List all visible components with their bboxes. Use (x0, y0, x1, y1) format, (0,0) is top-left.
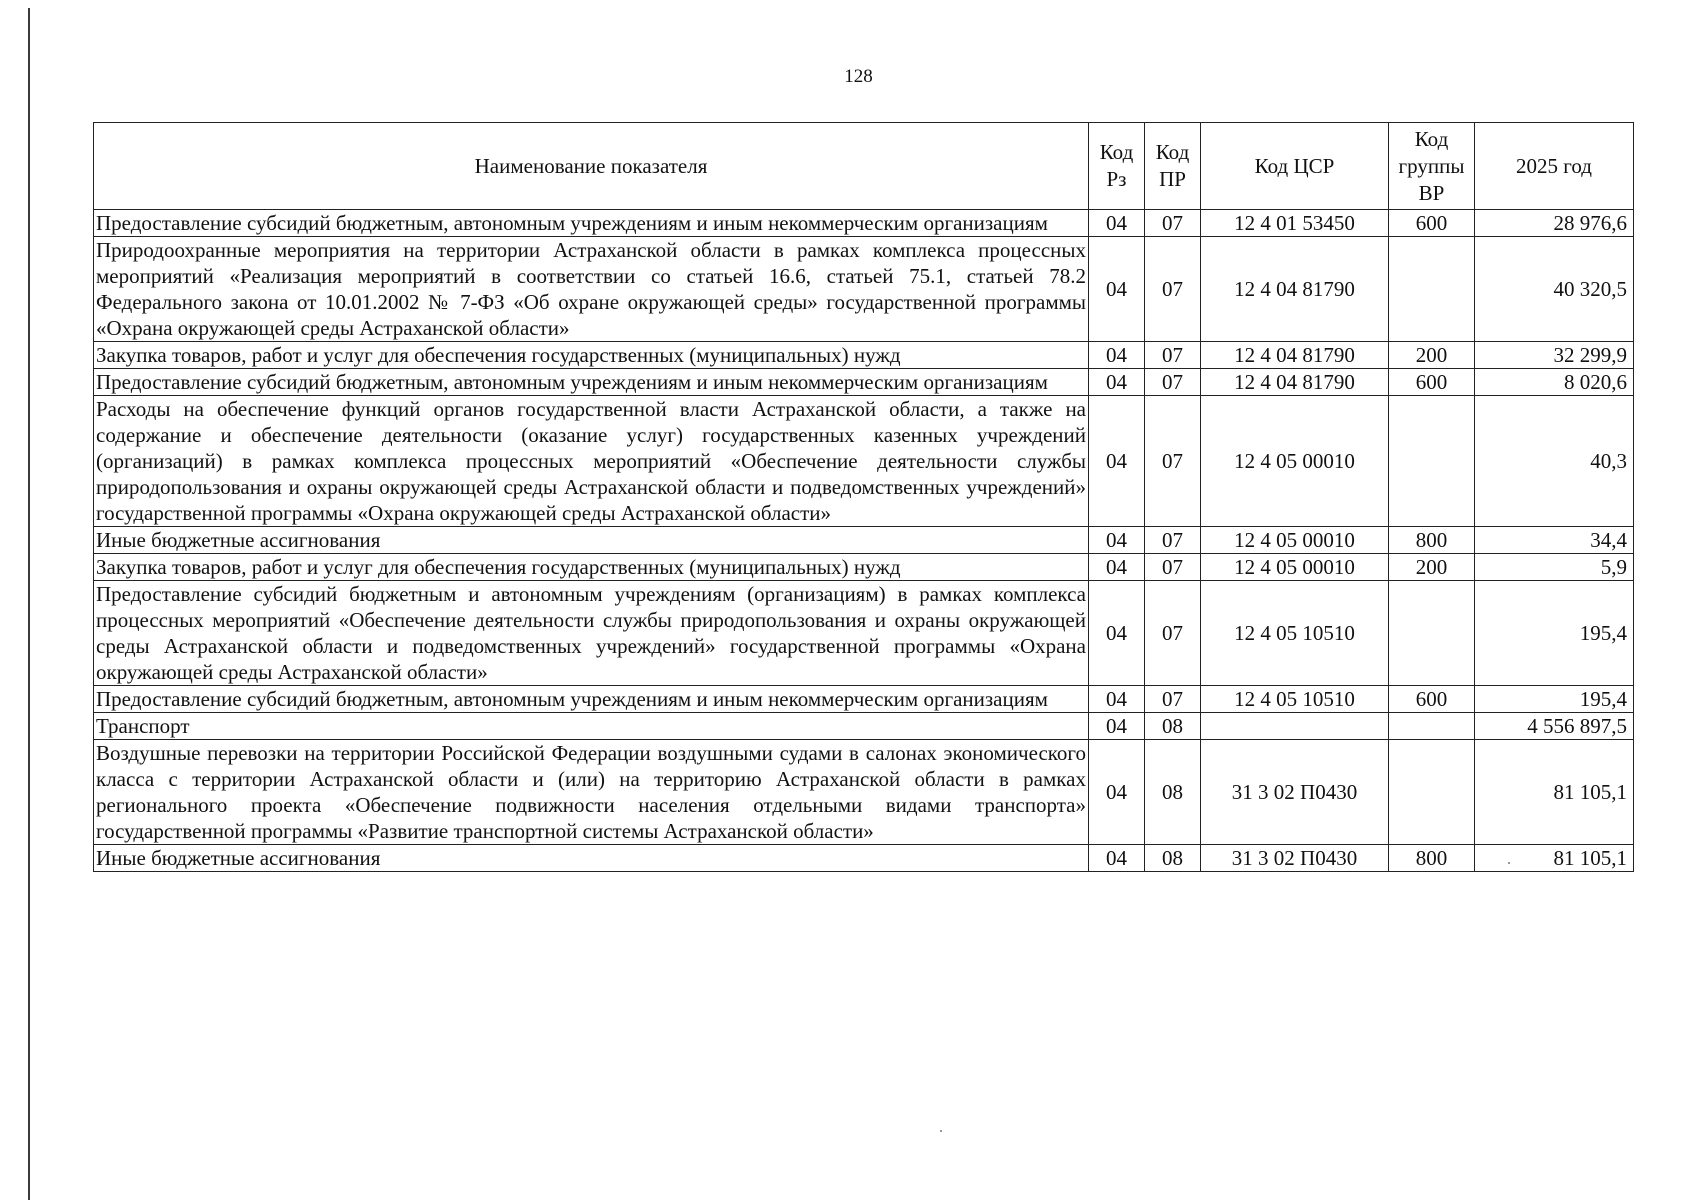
cell-pr: 07 (1145, 581, 1201, 686)
table-row (94, 527, 1634, 554)
cell-name: Предоставление субсидий бюджетным, автономным учреждениям и иным некоммерческим организациям (94, 369, 1089, 396)
table-header-row (94, 123, 1634, 210)
cell-pr: 07 (1145, 554, 1201, 581)
cell-rz: 04 (1089, 845, 1145, 872)
cell-pr: 07 (1145, 396, 1201, 527)
cell-value: 40 320,5 (1475, 237, 1634, 342)
cell-rz: 04 (1089, 686, 1145, 713)
header-pr: Код ПР (1145, 123, 1201, 210)
cell-pr: 07 (1145, 237, 1201, 342)
cell-csr: 12 4 05 10510 (1201, 581, 1389, 686)
table-row (94, 396, 1634, 527)
cell-pr: 07 (1145, 369, 1201, 396)
cell-name: Иные бюджетные ассигнования (94, 845, 1089, 872)
cell-name: Транспорт (94, 713, 1089, 740)
cell-rz: 04 (1089, 342, 1145, 369)
cell-value: 81 105,1 (1475, 845, 1634, 872)
cell-vr (1389, 581, 1475, 686)
cell-pr: 07 (1145, 210, 1201, 237)
cell-value: 5,9 (1475, 554, 1634, 581)
cell-name: Предоставление субсидий бюджетным и автономным учреждениям (организациям) в рамках комплекса процессных мероприятий «Обеспечение деятельности службы природопользования и охраны окружающей среды Астраханской области и подведомственных учреждений» государственной программы «Охрана окружающей среды Астраханской области» (94, 581, 1089, 686)
cell-pr: 07 (1145, 686, 1201, 713)
cell-pr: 08 (1145, 713, 1201, 740)
cell-pr: 08 (1145, 740, 1201, 845)
cell-csr: 31 3 02 П0430 (1201, 740, 1389, 845)
cell-rz: 04 (1089, 527, 1145, 554)
scan-speck (940, 1130, 942, 1132)
cell-name: Воздушные перевозки на территории Российской Федерации воздушными судами в салонах экономического класса с территории Астраханской области и (или) на территорию Астраханской области в рамках регионального проекта «Обеспечение подвижности населения отдельными видами транспорта» государственной программы «Развитие транспортной системы Астраханской области» (94, 740, 1089, 845)
header-rz: Код Рз (1089, 123, 1145, 210)
cell-vr: 600 (1389, 210, 1475, 237)
cell-vr: 600 (1389, 686, 1475, 713)
cell-rz: 04 (1089, 210, 1145, 237)
cell-csr: 12 4 05 00010 (1201, 527, 1389, 554)
cell-rz: 04 (1089, 713, 1145, 740)
cell-rz: 04 (1089, 554, 1145, 581)
table-row (94, 554, 1634, 581)
table-row (94, 210, 1634, 237)
cell-vr (1389, 237, 1475, 342)
cell-csr: 31 3 02 П0430 (1201, 845, 1389, 872)
cell-pr: 08 (1145, 845, 1201, 872)
cell-name: Предоставление субсидий бюджетным, автономным учреждениям и иным некоммерческим организациям (94, 686, 1089, 713)
header-name: Наименование показателя (94, 123, 1089, 210)
cell-csr (1201, 713, 1389, 740)
table-row (94, 581, 1634, 686)
cell-csr: 12 4 05 00010 (1201, 396, 1389, 527)
cell-vr (1389, 713, 1475, 740)
cell-rz: 04 (1089, 396, 1145, 527)
cell-name: Иные бюджетные ассигнования (94, 527, 1089, 554)
table-row (94, 686, 1634, 713)
cell-vr: 800 (1389, 845, 1475, 872)
cell-value: 195,4 (1475, 686, 1634, 713)
cell-csr: 12 4 04 81790 (1201, 369, 1389, 396)
scan-speck (1508, 862, 1510, 864)
cell-csr: 12 4 01 53450 (1201, 210, 1389, 237)
cell-name: Расходы на обеспечение функций органов государственной власти Астраханской области, а также на содержание и обеспечение деятельности (оказание услуг) государственных казенных учреждений (организаций) в рамках комплекса процессных мероприятий «Обеспечение деятельности службы природопользования и охраны окружающей среды Астраханской области и подведомственных учреждений» государственной программы «Охрана окружающей среды Астраханской области» (94, 396, 1089, 527)
table-row (94, 342, 1634, 369)
budget-table (93, 122, 1634, 872)
cell-pr: 07 (1145, 342, 1201, 369)
cell-name: Предоставление субсидий бюджетным, автономным учреждениям и иным некоммерческим организациям (94, 210, 1089, 237)
cell-value: 40,3 (1475, 396, 1634, 527)
cell-name: Закупка товаров, работ и услуг для обеспечения государственных (муниципальных) нужд (94, 554, 1089, 581)
cell-vr: 800 (1389, 527, 1475, 554)
table-row (94, 713, 1634, 740)
header-vr: Код группы ВР (1389, 123, 1475, 210)
page-margin-rule (28, 8, 30, 1200)
table-row (94, 237, 1634, 342)
cell-value: 28 976,6 (1475, 210, 1634, 237)
cell-value: 32 299,9 (1475, 342, 1634, 369)
cell-vr (1389, 740, 1475, 845)
cell-csr: 12 4 04 81790 (1201, 237, 1389, 342)
cell-name: Закупка товаров, работ и услуг для обеспечения государственных (муниципальных) нужд (94, 342, 1089, 369)
cell-value: 4 556 897,5 (1475, 713, 1634, 740)
cell-rz: 04 (1089, 581, 1145, 686)
cell-name: Природоохранные мероприятия на территории Астраханской области в рамках комплекса процессных мероприятий «Реализация мероприятий в соответствии со статьей 16.6, статьей 75.1, статьей 78.2 Федерального закона от 10.01.2002 № 7-ФЗ «Об охране окружающей среды» государственной программы «Охрана окружающей среды Астраханской области» (94, 237, 1089, 342)
cell-csr: 12 4 05 00010 (1201, 554, 1389, 581)
page-number: 128 (844, 66, 873, 87)
cell-vr: 600 (1389, 369, 1475, 396)
table-row (94, 369, 1634, 396)
cell-vr (1389, 396, 1475, 527)
cell-rz: 04 (1089, 740, 1145, 845)
table-row (94, 740, 1634, 845)
cell-pr: 07 (1145, 527, 1201, 554)
cell-value: 195,4 (1475, 581, 1634, 686)
cell-csr: 12 4 05 10510 (1201, 686, 1389, 713)
cell-csr: 12 4 04 81790 (1201, 342, 1389, 369)
cell-value: 34,4 (1475, 527, 1634, 554)
header-year: 2025 год (1475, 123, 1634, 210)
cell-value: 81 105,1 (1475, 740, 1634, 845)
cell-vr: 200 (1389, 342, 1475, 369)
cell-value: 8 020,6 (1475, 369, 1634, 396)
header-csr: Код ЦСР (1201, 123, 1389, 210)
cell-rz: 04 (1089, 369, 1145, 396)
cell-vr: 200 (1389, 554, 1475, 581)
table-row (94, 845, 1634, 872)
cell-rz: 04 (1089, 237, 1145, 342)
